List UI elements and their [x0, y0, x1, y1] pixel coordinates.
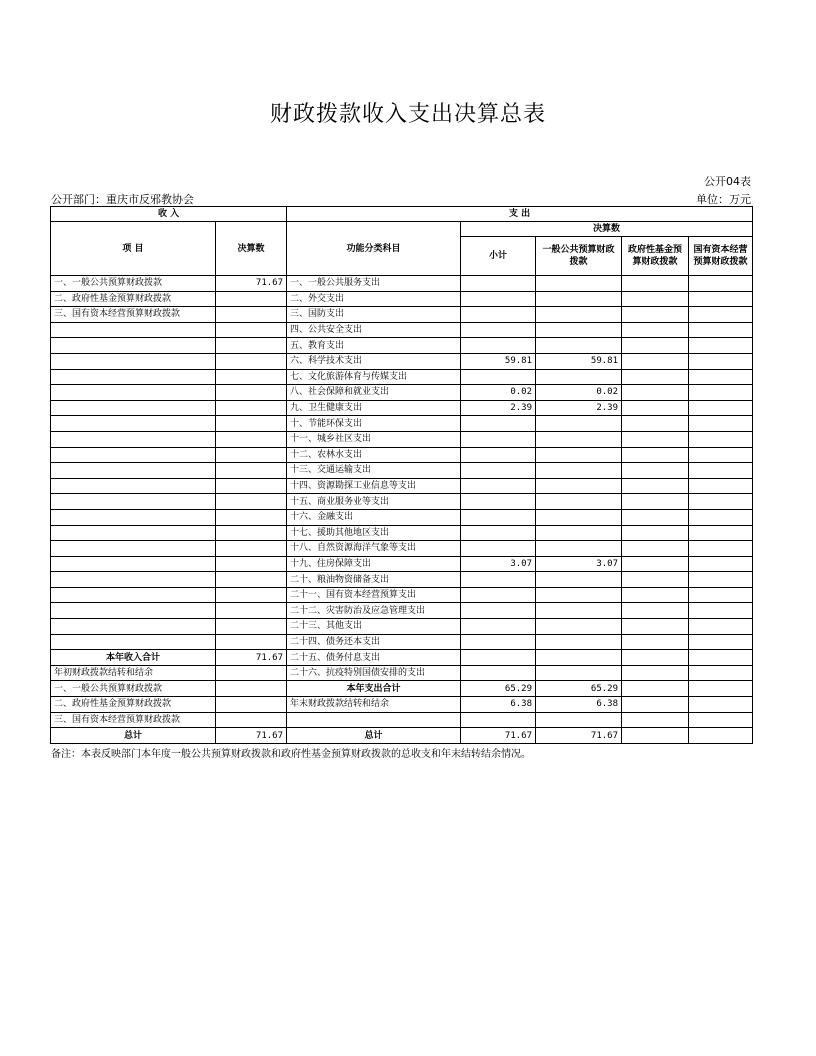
subtotal-cell	[461, 463, 536, 479]
state-capital-cell	[689, 572, 753, 588]
general-budget-cell	[536, 478, 622, 494]
income-item-cell	[51, 587, 216, 603]
table-row	[51, 572, 753, 588]
income-amount-cell	[216, 307, 287, 323]
general-budget-cell	[536, 603, 622, 619]
income-item-cell: 一、一般公共预算财政拨款	[51, 276, 216, 292]
expense-item-cell: 二十一、国有资本经营预算支出	[287, 587, 461, 603]
subtotal-cell	[461, 338, 536, 354]
state-capital-cell	[689, 447, 753, 463]
gov-fund-cell	[622, 322, 689, 338]
gov-fund-cell	[622, 369, 689, 385]
income-item-cell: 一、一般公共预算财政拨款	[51, 681, 216, 697]
table-row	[51, 587, 753, 603]
subtotal-cell	[461, 587, 536, 603]
income-amount-cell	[216, 478, 287, 494]
expense-item-cell: 二十五、债务付息支出	[287, 650, 461, 666]
subtotal-header: 小计	[461, 237, 536, 276]
footnote: 备注：本表反映部门本年度一般公共预算财政拨款和政府性基金预算财政拨款的总收支和年末结转结余情况。	[51, 749, 531, 760]
gov-fund-cell	[622, 291, 689, 307]
table-row	[51, 681, 753, 697]
income-item-cell	[51, 447, 216, 463]
gov-fund-cell	[622, 681, 689, 697]
subtotal-cell	[461, 416, 536, 432]
expense-item-cell: 九、卫生健康支出	[287, 400, 461, 416]
expense-header: 支 出	[287, 207, 753, 222]
income-item-cell	[51, 338, 216, 354]
subtotal-cell	[461, 431, 536, 447]
state-capital-cell	[689, 556, 753, 572]
income-item-cell	[51, 353, 216, 369]
gov-fund-cell	[622, 603, 689, 619]
state-capital-cell	[689, 681, 753, 697]
general-budget-cell	[536, 431, 622, 447]
gov-fund-cell	[622, 541, 689, 557]
gov-fund-cell	[622, 276, 689, 292]
subtotal-cell	[461, 509, 536, 525]
expense-item-cell: 二十、粮油物资储备支出	[287, 572, 461, 588]
income-amount-cell	[216, 681, 287, 697]
gov-fund-cell	[622, 447, 689, 463]
gov-fund-cell	[622, 338, 689, 354]
subtotal-cell	[461, 634, 536, 650]
expense-item-cell: 五、教育支出	[287, 338, 461, 354]
expense-item-cell: 二、外交支出	[287, 291, 461, 307]
expense-item-cell	[287, 712, 461, 728]
table-row	[51, 431, 753, 447]
table-row	[51, 650, 753, 666]
general-budget-cell	[536, 587, 622, 603]
income-amount-cell	[216, 541, 287, 557]
gov-fund-cell	[622, 509, 689, 525]
expense-item-cell: 七、文化旅游体育与传媒支出	[287, 369, 461, 385]
state-capital-cell	[689, 322, 753, 338]
general-budget-cell: 59.81	[536, 353, 622, 369]
state-capital-cell	[689, 416, 753, 432]
income-item-cell	[51, 416, 216, 432]
income-item-cell: 二、政府性基金预算财政拨款	[51, 291, 216, 307]
income-item-cell	[51, 400, 216, 416]
subtotal-cell	[461, 712, 536, 728]
amount-header: 决算数	[216, 222, 287, 276]
gov-fund-cell	[622, 712, 689, 728]
gov-fund-cell	[622, 572, 689, 588]
subtotal-cell: 0.02	[461, 385, 536, 401]
state-capital-cell	[689, 650, 753, 666]
subtotal-cell	[461, 307, 536, 323]
expense-item-cell: 四、公共安全支出	[287, 322, 461, 338]
state-capital-cell	[689, 494, 753, 510]
income-item-cell	[51, 385, 216, 401]
gov-fund-cell	[622, 463, 689, 479]
gov-fund-cell	[622, 416, 689, 432]
expense-item-cell: 十九、住房保障支出	[287, 556, 461, 572]
expense-item-cell: 三、国防支出	[287, 307, 461, 323]
state-capital-cell	[689, 369, 753, 385]
income-item-cell	[51, 634, 216, 650]
general-budget-cell	[536, 416, 622, 432]
table-row	[51, 697, 753, 713]
income-item-cell: 年初财政拨款结转和结余	[51, 665, 216, 681]
income-amount-cell	[216, 525, 287, 541]
expense-item-cell: 十四、资源勘探工业信息等支出	[287, 478, 461, 494]
subtotal-cell: 59.81	[461, 353, 536, 369]
general-budget-cell	[536, 463, 622, 479]
state-capital-cell	[689, 697, 753, 713]
general-budget-cell	[536, 572, 622, 588]
general-budget-cell	[536, 338, 622, 354]
income-item-cell	[51, 525, 216, 541]
general-budget-cell: 71.67	[536, 728, 622, 744]
state-capital-cell	[689, 634, 753, 650]
expense-item-cell: 十二、农林水支出	[287, 447, 461, 463]
state-capital-cell	[689, 431, 753, 447]
subtotal-cell	[461, 525, 536, 541]
gov-fund-cell	[622, 650, 689, 666]
form-code: 公开04表	[704, 175, 751, 188]
general-budget-cell: 3.07	[536, 556, 622, 572]
state-capital-cell	[689, 525, 753, 541]
income-header: 收 入	[51, 207, 287, 222]
unit-label: 单位：万元	[696, 193, 751, 206]
table-row	[51, 728, 753, 744]
state-capital-header: 国有资本经营预算财政拨款	[689, 237, 753, 276]
general-budget-cell	[536, 541, 622, 557]
gov-fund-cell	[622, 353, 689, 369]
income-item-cell: 三、国有资本经营预算财政拨款	[51, 712, 216, 728]
general-budget-cell: 0.02	[536, 385, 622, 401]
gov-fund-cell	[622, 307, 689, 323]
table-row	[51, 525, 753, 541]
gov-fund-cell	[622, 400, 689, 416]
state-capital-cell	[689, 353, 753, 369]
table-row	[51, 353, 753, 369]
subtotal-cell: 65.29	[461, 681, 536, 697]
state-capital-cell	[689, 338, 753, 354]
income-amount-cell	[216, 431, 287, 447]
gov-fund-header: 政府性基金预算财政拨款	[622, 237, 689, 276]
subtotal-cell	[461, 650, 536, 666]
income-item-cell: 本年收入合计	[51, 650, 216, 666]
table-row	[51, 603, 753, 619]
table-row	[51, 400, 753, 416]
income-item-cell: 三、国有资本经营预算财政拨款	[51, 307, 216, 323]
department-label: 公开部门：重庆市反邪教协会	[51, 193, 194, 206]
budget-summary-table	[50, 206, 753, 744]
subtotal-cell: 3.07	[461, 556, 536, 572]
income-amount-cell	[216, 400, 287, 416]
final-amount-header: 决算数	[461, 222, 753, 237]
expense-item-cell: 十一、城乡社区支出	[287, 431, 461, 447]
state-capital-cell	[689, 478, 753, 494]
state-capital-cell	[689, 307, 753, 323]
income-amount-cell	[216, 665, 287, 681]
expense-item-cell: 二十六、抗疫特别国债安排的支出	[287, 665, 461, 681]
income-amount-cell	[216, 385, 287, 401]
state-capital-cell	[689, 712, 753, 728]
general-budget-cell	[536, 494, 622, 510]
table-row	[51, 307, 753, 323]
state-capital-cell	[689, 463, 753, 479]
table-row	[51, 619, 753, 635]
general-budget-cell: 65.29	[536, 681, 622, 697]
general-budget-cell: 6.38	[536, 697, 622, 713]
subtotal-cell	[461, 369, 536, 385]
general-budget-cell	[536, 291, 622, 307]
expense-item-cell: 一、一般公共服务支出	[287, 276, 461, 292]
income-item-cell	[51, 556, 216, 572]
gov-fund-cell	[622, 697, 689, 713]
subtotal-cell	[461, 291, 536, 307]
gov-fund-cell	[622, 665, 689, 681]
income-item-cell	[51, 478, 216, 494]
income-amount-cell: 71.67	[216, 728, 287, 744]
table-row	[51, 509, 753, 525]
gov-fund-cell	[622, 619, 689, 635]
general-budget-cell	[536, 665, 622, 681]
table-row	[51, 478, 753, 494]
expense-item-cell: 十六、金融支出	[287, 509, 461, 525]
income-item-cell	[51, 603, 216, 619]
income-amount-cell	[216, 447, 287, 463]
state-capital-cell	[689, 385, 753, 401]
gov-fund-cell	[622, 556, 689, 572]
subtotal-cell	[461, 572, 536, 588]
general-budget-cell	[536, 525, 622, 541]
expense-item-cell: 十、节能环保支出	[287, 416, 461, 432]
state-capital-cell	[689, 619, 753, 635]
income-amount-cell	[216, 338, 287, 354]
gov-fund-cell	[622, 494, 689, 510]
state-capital-cell	[689, 276, 753, 292]
table-row	[51, 369, 753, 385]
income-item-cell	[51, 572, 216, 588]
general-budget-cell: 2.39	[536, 400, 622, 416]
income-amount-cell	[216, 712, 287, 728]
income-item-cell: 二、政府性基金预算财政拨款	[51, 697, 216, 713]
income-item-cell	[51, 369, 216, 385]
general-budget-header: 一般公共预算财政拨款	[536, 237, 622, 276]
table-row	[51, 416, 753, 432]
expense-item-cell: 本年支出合计	[287, 681, 461, 697]
general-budget-cell	[536, 322, 622, 338]
income-item-cell	[51, 619, 216, 635]
subtotal-cell	[461, 478, 536, 494]
income-item-cell	[51, 541, 216, 557]
item-header: 项 目	[51, 222, 216, 276]
subtotal-cell	[461, 619, 536, 635]
subtotal-cell	[461, 322, 536, 338]
general-budget-cell	[536, 447, 622, 463]
page-title: 财政拨款收入支出决算总表	[269, 102, 546, 127]
income-item-cell	[51, 509, 216, 525]
income-amount-cell	[216, 369, 287, 385]
subtotal-cell	[461, 541, 536, 557]
general-budget-cell	[536, 369, 622, 385]
general-budget-cell	[536, 650, 622, 666]
income-amount-cell	[216, 587, 287, 603]
income-amount-cell	[216, 556, 287, 572]
expense-item-cell: 十八、自然资源海洋气象等支出	[287, 541, 461, 557]
table-row	[51, 291, 753, 307]
gov-fund-cell	[622, 728, 689, 744]
income-amount-cell	[216, 697, 287, 713]
expense-item-cell: 二十四、债务还本支出	[287, 634, 461, 650]
expense-item-cell: 十五、商业服务业等支出	[287, 494, 461, 510]
gov-fund-cell	[622, 431, 689, 447]
income-amount-cell	[216, 494, 287, 510]
state-capital-cell	[689, 291, 753, 307]
income-amount-cell	[216, 572, 287, 588]
table-row	[51, 276, 753, 292]
income-amount-cell	[216, 634, 287, 650]
func-subject-header: 功能分类科目	[287, 222, 461, 276]
subtotal-cell	[461, 276, 536, 292]
expense-item-cell: 年末财政拨款结转和结余	[287, 697, 461, 713]
income-item-cell	[51, 463, 216, 479]
state-capital-cell	[689, 541, 753, 557]
state-capital-cell	[689, 587, 753, 603]
income-amount-cell: 71.67	[216, 276, 287, 292]
expense-item-cell: 总计	[287, 728, 461, 744]
general-budget-cell	[536, 619, 622, 635]
income-amount-cell	[216, 603, 287, 619]
table-row	[51, 556, 753, 572]
table-row	[51, 447, 753, 463]
general-budget-cell	[536, 634, 622, 650]
expense-item-cell: 六、科学技术支出	[287, 353, 461, 369]
state-capital-cell	[689, 665, 753, 681]
state-capital-cell	[689, 728, 753, 744]
gov-fund-cell	[622, 525, 689, 541]
general-budget-cell	[536, 276, 622, 292]
state-capital-cell	[689, 603, 753, 619]
income-amount-cell	[216, 322, 287, 338]
income-amount-cell	[216, 509, 287, 525]
table-row	[51, 634, 753, 650]
subtotal-cell	[461, 665, 536, 681]
subtotal-cell: 71.67	[461, 728, 536, 744]
expense-item-cell: 十三、交通运输支出	[287, 463, 461, 479]
table-row	[51, 665, 753, 681]
gov-fund-cell	[622, 478, 689, 494]
income-amount-cell	[216, 353, 287, 369]
table-row	[51, 494, 753, 510]
income-amount-cell: 71.67	[216, 650, 287, 666]
income-amount-cell	[216, 416, 287, 432]
table-row	[51, 385, 753, 401]
state-capital-cell	[689, 509, 753, 525]
table-row	[51, 338, 753, 354]
table-row	[51, 463, 753, 479]
subtotal-cell	[461, 603, 536, 619]
expense-item-cell: 十七、援助其他地区支出	[287, 525, 461, 541]
table-row	[51, 712, 753, 728]
income-item-cell	[51, 494, 216, 510]
table-row	[51, 541, 753, 557]
gov-fund-cell	[622, 634, 689, 650]
income-amount-cell	[216, 463, 287, 479]
expense-item-cell: 二十二、灾害防治及应急管理支出	[287, 603, 461, 619]
income-amount-cell	[216, 619, 287, 635]
subtotal-cell: 6.38	[461, 697, 536, 713]
income-item-cell	[51, 431, 216, 447]
state-capital-cell	[689, 400, 753, 416]
general-budget-cell	[536, 307, 622, 323]
gov-fund-cell	[622, 385, 689, 401]
table-row	[51, 322, 753, 338]
general-budget-cell	[536, 509, 622, 525]
income-item-cell: 总计	[51, 728, 216, 744]
general-budget-cell	[536, 712, 622, 728]
subtotal-cell: 2.39	[461, 400, 536, 416]
gov-fund-cell	[622, 587, 689, 603]
subtotal-cell	[461, 447, 536, 463]
expense-item-cell: 八、社会保障和就业支出	[287, 385, 461, 401]
expense-item-cell: 二十三、其他支出	[287, 619, 461, 635]
income-item-cell	[51, 322, 216, 338]
subtotal-cell	[461, 494, 536, 510]
income-amount-cell	[216, 291, 287, 307]
